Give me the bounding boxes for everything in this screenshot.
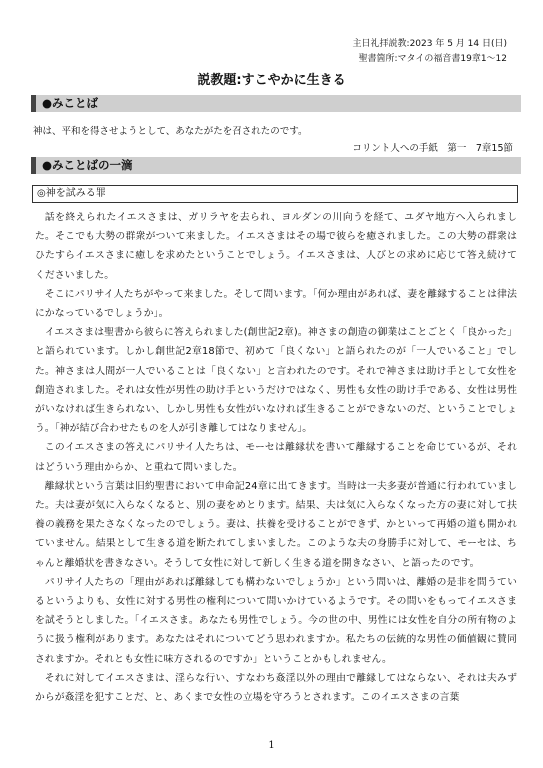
paragraph: イエスさまは聖書から彼らに答えられました(創世記2章)。神さまの創造の御業はことごとく「良かった」と語られています。しかし創世記2章18節で、初めて「良くない」と語られたのが「一人でいること」でした。神さまは人間が一人でいることは「良くない」と言われたのです。それで神さまは助け手として女性を創造されました。それは女性が男性の助け手というだけではなく、男性も女性の助け手である、女性は男性がいなければ生きられない、しかし男性も女性がいなければ生きることができないのだ、ということでしょう。「神が結び合わせたものを人が引き離してはなりません」。: [35, 327, 517, 435]
subheading-box: ◎神を試みる罪: [32, 185, 518, 203]
page-number: 1: [268, 740, 275, 751]
verse-text: 神は、平和を得させようとして、あなたがたを召されたのです。: [33, 126, 308, 137]
paragraph: パリサイ人たちの「理由があれば離縁しても構わないでしょうか」という問いは、離婚の是非を問うているというよりも、女性に対する男性の権利について問いかけているようです。その問いをもってイエスさまを試そうとしました。「イエスさま。あなたも男性でしょう。今の世の中、男性には女性を自分の所有物のように扱う権利があります。あなたはそれについてどう思われますか。私たちの伝統的な男性の価値観に賛同されますか。それとも女性に味方されるのですか」ということかもしれません。: [35, 576, 517, 665]
verse-citation: コリント人への手紙 第一 7章15節: [352, 143, 513, 154]
sermon-body: [35, 208, 517, 707]
sermon-title: 説教題:すこやかに生きる: [197, 73, 346, 88]
paragraph: そこにパリサイ人たちがやって来ました。そして問います。「何か理由があれば、妻を離縁することは律法にかなっているでしょうか」。: [35, 288, 517, 320]
scripture-reference: 聖書箇所:マタイの福音書19章1～12: [358, 54, 507, 64]
section-heading-word: ●みことば: [31, 95, 521, 112]
section-heading-drop: ●みことばの一滴: [31, 157, 521, 174]
paragraph: 話を終えられたイエスさまは、ガリラヤを去られ、ヨルダンの川向うを経て、ユダヤ地方へ入られました。そこでも大勢の群衆がついて来ました。イエスさまはその場で彼らを癒されました。この大勢の群衆はひたすらイエスさまに癒しを求めたということでしょう。イエスさまは、人びとの求めに応じて答え続けてくださいました。: [35, 212, 517, 281]
paragraph: それに対してイエスさまは、淫らな行い、すなわち姦淫以外の理由で離縁してはならない、それは夫みずからが姦淫を犯すことだ、と、あくまで女性の立場を守ろうとされます。このイエスさまの言葉: [35, 672, 517, 704]
paragraph: このイエスさまの答えにパリサイ人たちは、モーセは離縁状を書いて離縁することを命じているが、それはどういう理由からか、と重ねて問いました。: [35, 442, 517, 473]
paragraph: 離縁状という言葉は旧約聖書において申命記24章に出てきます。当時は一夫多妻が普通に行われていました。夫は妻が気に入らなくなると、別の妻をめとります。結果、夫は気に入らなくなった方の妻に対して扶養の義務を果たさなくなったのでしょう。妻は、扶養を受けることができず、かといって再婚の道も開かれていません。結果として生きる道を断たれてしまいました。このような夫の身勝手に対して、モーセは、ちゃんと離婚状を書きなさい。そうして女性に対して新しく生きる道を開きなさい、と語ったのです。: [35, 480, 517, 569]
sermon-date: 主日礼拝説教:2023 年 5 月 14 日(日): [352, 39, 507, 49]
